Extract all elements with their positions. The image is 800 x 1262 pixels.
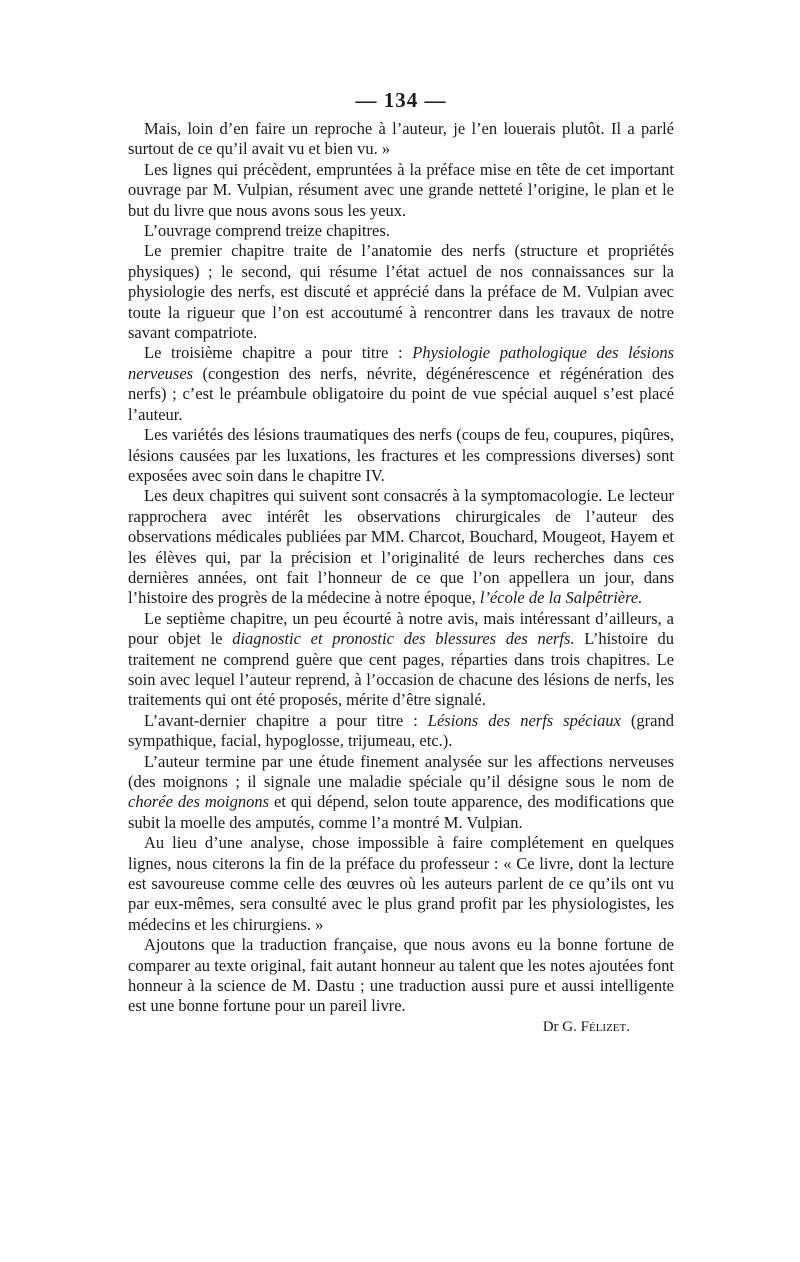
text-run: Au lieu d’une analyse, chose impossible à faire complétement en quelques lignes, nous citerons la fin de la préface du professeur : « Ce livre, dont la lecture est savoureuse comme celle des œuvres où les auteurs parlent de ce qu’ils ont vu par eux-mêmes, sera consulté avec le plus grand profit par les physiologistes, les médecins et les chirurgiens. »	[128, 833, 674, 934]
paragraph-p7	[128, 486, 674, 608]
paragraph-p1	[128, 119, 674, 160]
signature	[128, 1019, 674, 1036]
signature-prefix: Dr G.	[542, 1018, 581, 1035]
text-run: Le premier chapitre traite de l’anatomie des nerfs (structure et propriétés physiques) ; le second, qui résume l’état actuel de nos connaissances sur la physiologie des nerfs, est discuté et apprécié dans la préface de M. Vulpian avec toute la rigueur que l’on est accoutumé à rencontrer dans les travaux de notre savant compatriote.	[128, 241, 674, 343]
text-run: L’auteur termine par une étude finement analysée sur les affections nerveuses (des moignons ; il signale une maladie spéciale qu’il désigne sous le nom de	[128, 751, 674, 791]
text-run: Mais, loin d’en faire un reproche à l’auteur, je l’en louerais plutôt. Il a parlé surtout de ce qu’il avait vu et bien vu. »	[128, 119, 674, 159]
text-run: L’ouvrage comprend treize chapitres.	[144, 221, 390, 241]
text-run: L’avant-dernier chapitre a pour titre :	[144, 710, 428, 730]
paragraph-p4	[128, 241, 674, 343]
body-text	[128, 119, 674, 1017]
paragraph-p9	[128, 711, 674, 752]
text-run: Le septième chapitre, un peu écourté à notre avis, mais intéressant d’ailleurs, a pour objet le	[128, 608, 674, 649]
text-run: Les variétés des lésions traumatiques des nerfs (coups de feu, coupures, piqûres, lésions causées par les luxations, les fractures et les compressions diverses) sont exposées avec soin dans le chapitre IV.	[128, 425, 674, 485]
text-run: Ajoutons que la traduction française, que nous avons eu la bonne fortune de comparer au texte original, fait autant honneur au talent que les notes ajoutées font honneur à la science de M. Dastu ; une traduction aussi pure et aussi intelligente est une bonne fortune pour un pareil livre.	[128, 935, 674, 1016]
italic-text: Physiologie pathologique des lésions nerveuses	[128, 343, 674, 383]
paragraph-p2	[128, 160, 674, 221]
text-run: (congestion des nerfs, névrite, dégénérescence et régénération des nerfs) ; c’est le préambule obligatoire du point de vue spécial auquel s’est placé l’auteur.	[128, 363, 674, 424]
paragraph-p10	[128, 752, 674, 834]
italic-text: Lésions des nerfs spéciaux	[427, 710, 621, 730]
paragraph-p11	[128, 833, 674, 935]
text-run: et qui dépend, selon toute apparence, des modifications que subit la moelle des amputés, comme l’a montré M. Vulpian.	[128, 792, 675, 832]
paragraph-p5	[128, 343, 674, 425]
text-run: Les lignes qui précèdent, empruntées à la préface mise en tête de cet important ouvrage par M. Vulpian, résument avec une grande netteté l’origine, le plan et le but du livre que nous avons sous les yeux.	[128, 159, 674, 220]
paragraph-p6	[128, 425, 674, 486]
page-number: — 134 —	[355, 88, 447, 112]
document-page	[128, 88, 674, 1036]
italic-text: l’école de la Salpêtrière.	[479, 588, 643, 608]
text-run: L’histoire du traitement ne comprend guère que cent pages, réparties dans trois chapitres. Le soin avec lequel l’auteur reprend, à l’occasion de chacune des lésions de nerfs, les traitements qui ont été proposés, mérite d’être signalé.	[128, 629, 674, 710]
paragraph-p12	[128, 935, 674, 1017]
italic-text: chorée des moignons	[128, 792, 270, 812]
text-run: (grand sympathique, facial, hypoglosse, trijumeau, etc.).	[128, 710, 674, 751]
paragraph-p8	[128, 609, 674, 711]
text-run: Les deux chapitres qui suivent sont consacrés à la symptomacologie. Le lecteur rapprochera avec intérêt les observations chirurgicales de l’auteur des observations médicales publiées par MM. Charcot, Bouchard, Mougeot, Hayem et les élèves qui, par la précision et l’originalité de leurs recherches dans ces dernières années, ont fait l’honneur de ce que l’on appellera un jour, dans l’histoire des progrès de la médecine à notre époque,	[128, 486, 674, 608]
signature-name: Félizet.	[580, 1018, 630, 1035]
text-run: Le troisième chapitre a pour titre :	[144, 343, 413, 363]
paragraph-p3	[128, 221, 674, 241]
italic-text: diagnostic et pronostic des blessures des nerfs.	[232, 629, 575, 649]
